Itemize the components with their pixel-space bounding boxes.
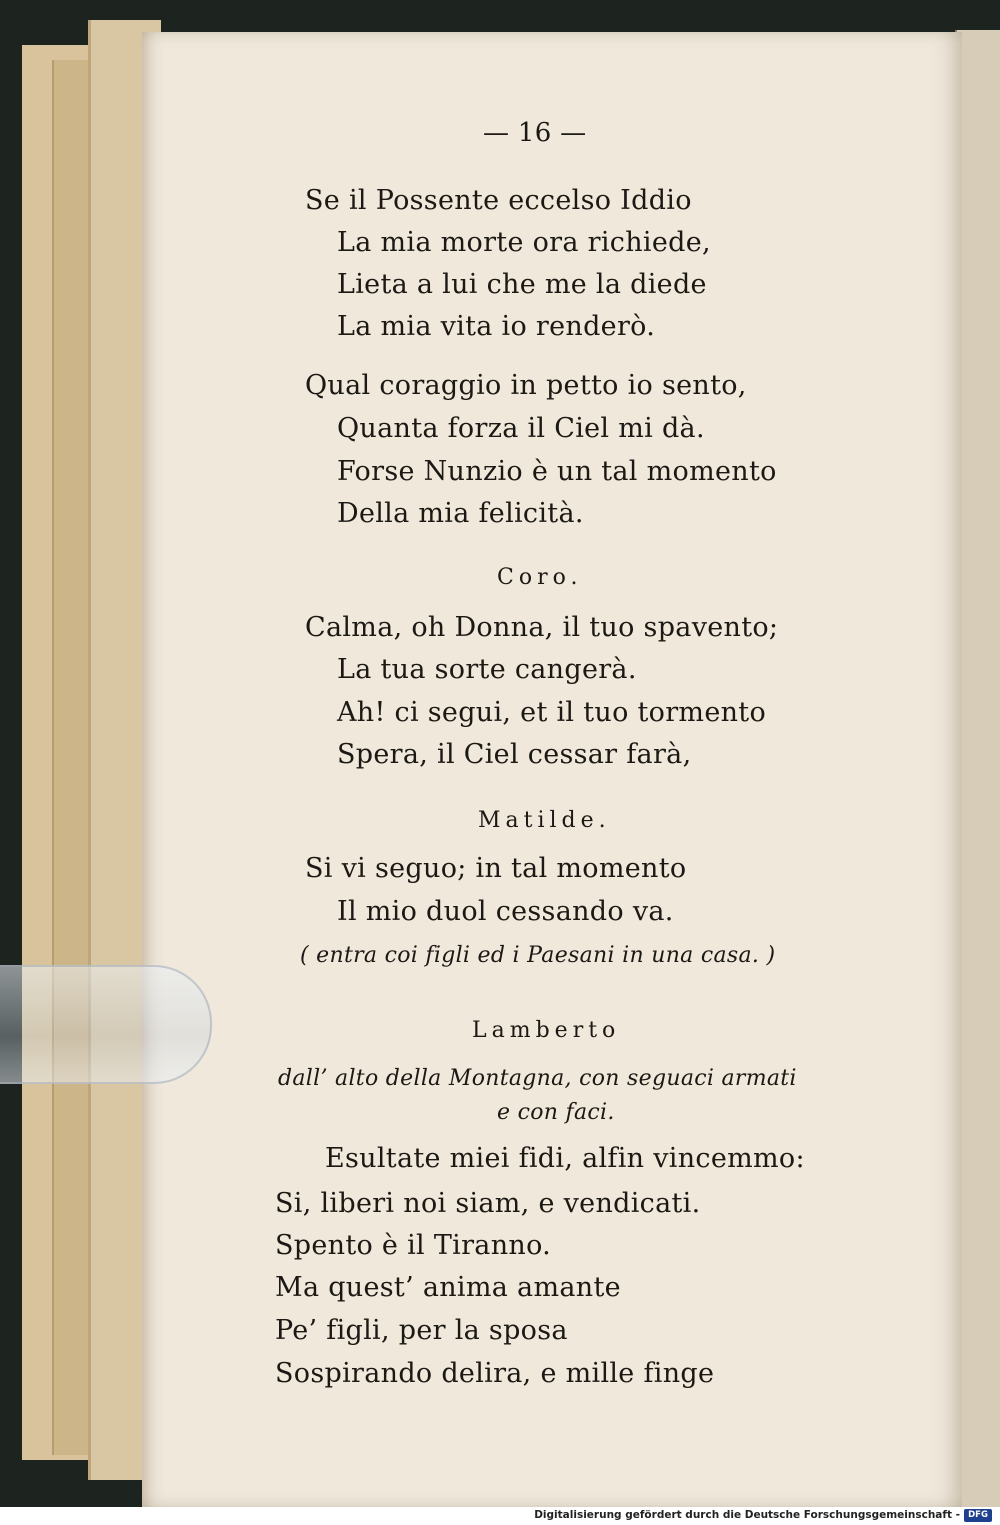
- coro-heading: Coro.: [497, 565, 583, 590]
- lamberto-stage-direction-2: e con faci.: [497, 1100, 615, 1125]
- stanza1-line-3: Lieta a lui che me la diede: [337, 269, 707, 300]
- coro-line-4: Spera, il Ciel cessar farà,: [337, 739, 692, 770]
- lamberto-heading: Lamberto: [472, 1018, 621, 1043]
- coro-line-2: La tua sorte cangerà.: [337, 654, 637, 685]
- page-number: — 16 —: [483, 118, 587, 148]
- stanza2-line-3: Forse Nunzio è un tal momento: [337, 456, 777, 487]
- footer-credit: Digitalisierung gefördert durch die Deutsche Forschungsgemeinschaft -: [534, 1509, 960, 1521]
- stanza1-line-1: Se il Possente eccelso Iddio: [305, 185, 692, 216]
- stanza2-line-1: Qual coraggio in petto io sento,: [305, 370, 747, 401]
- lamberto-stage-direction-1: dall’ alto della Montagna, con seguaci armati: [278, 1066, 797, 1091]
- coro-line-3: Ah! ci segui, et il tuo tormento: [337, 697, 766, 728]
- coro-line-1: Calma, oh Donna, il tuo spavento;: [305, 612, 779, 643]
- matilde-stage-direction: ( entra coi figli ed i Paesani in una casa. ): [300, 943, 776, 968]
- lamberto-line-5: Pe’ figli, per la sposa: [275, 1315, 568, 1346]
- lamberto-line-4: Ma quest’ anima amante: [275, 1272, 621, 1303]
- lamberto-line-2: Si, liberi noi siam, e vendicati.: [275, 1188, 701, 1219]
- stanza1-line-2: La mia morte ora richiede,: [337, 227, 711, 258]
- matilde-heading: Matilde.: [478, 808, 611, 833]
- lamberto-line-1: Esultate miei fidi, alfin vincemmo:: [325, 1143, 805, 1174]
- stanza2-line-4: Della mia felicità.: [337, 498, 584, 529]
- stanza2-line-2: Quanta forza il Ciel mi dà.: [337, 413, 705, 444]
- lamberto-line-6: Sospirando delira, e mille finge: [275, 1358, 715, 1389]
- page-holder-clip: [0, 965, 212, 1084]
- matilde-line-2: Il mio duol cessando va.: [337, 896, 674, 927]
- matilde-line-1: Si vi seguo; in tal momento: [305, 853, 687, 884]
- dfg-logo: DFG: [964, 1509, 992, 1522]
- stanza1-line-4: La mia vita io renderò.: [337, 311, 656, 342]
- lamberto-line-3: Spento è il Tiranno.: [275, 1230, 552, 1261]
